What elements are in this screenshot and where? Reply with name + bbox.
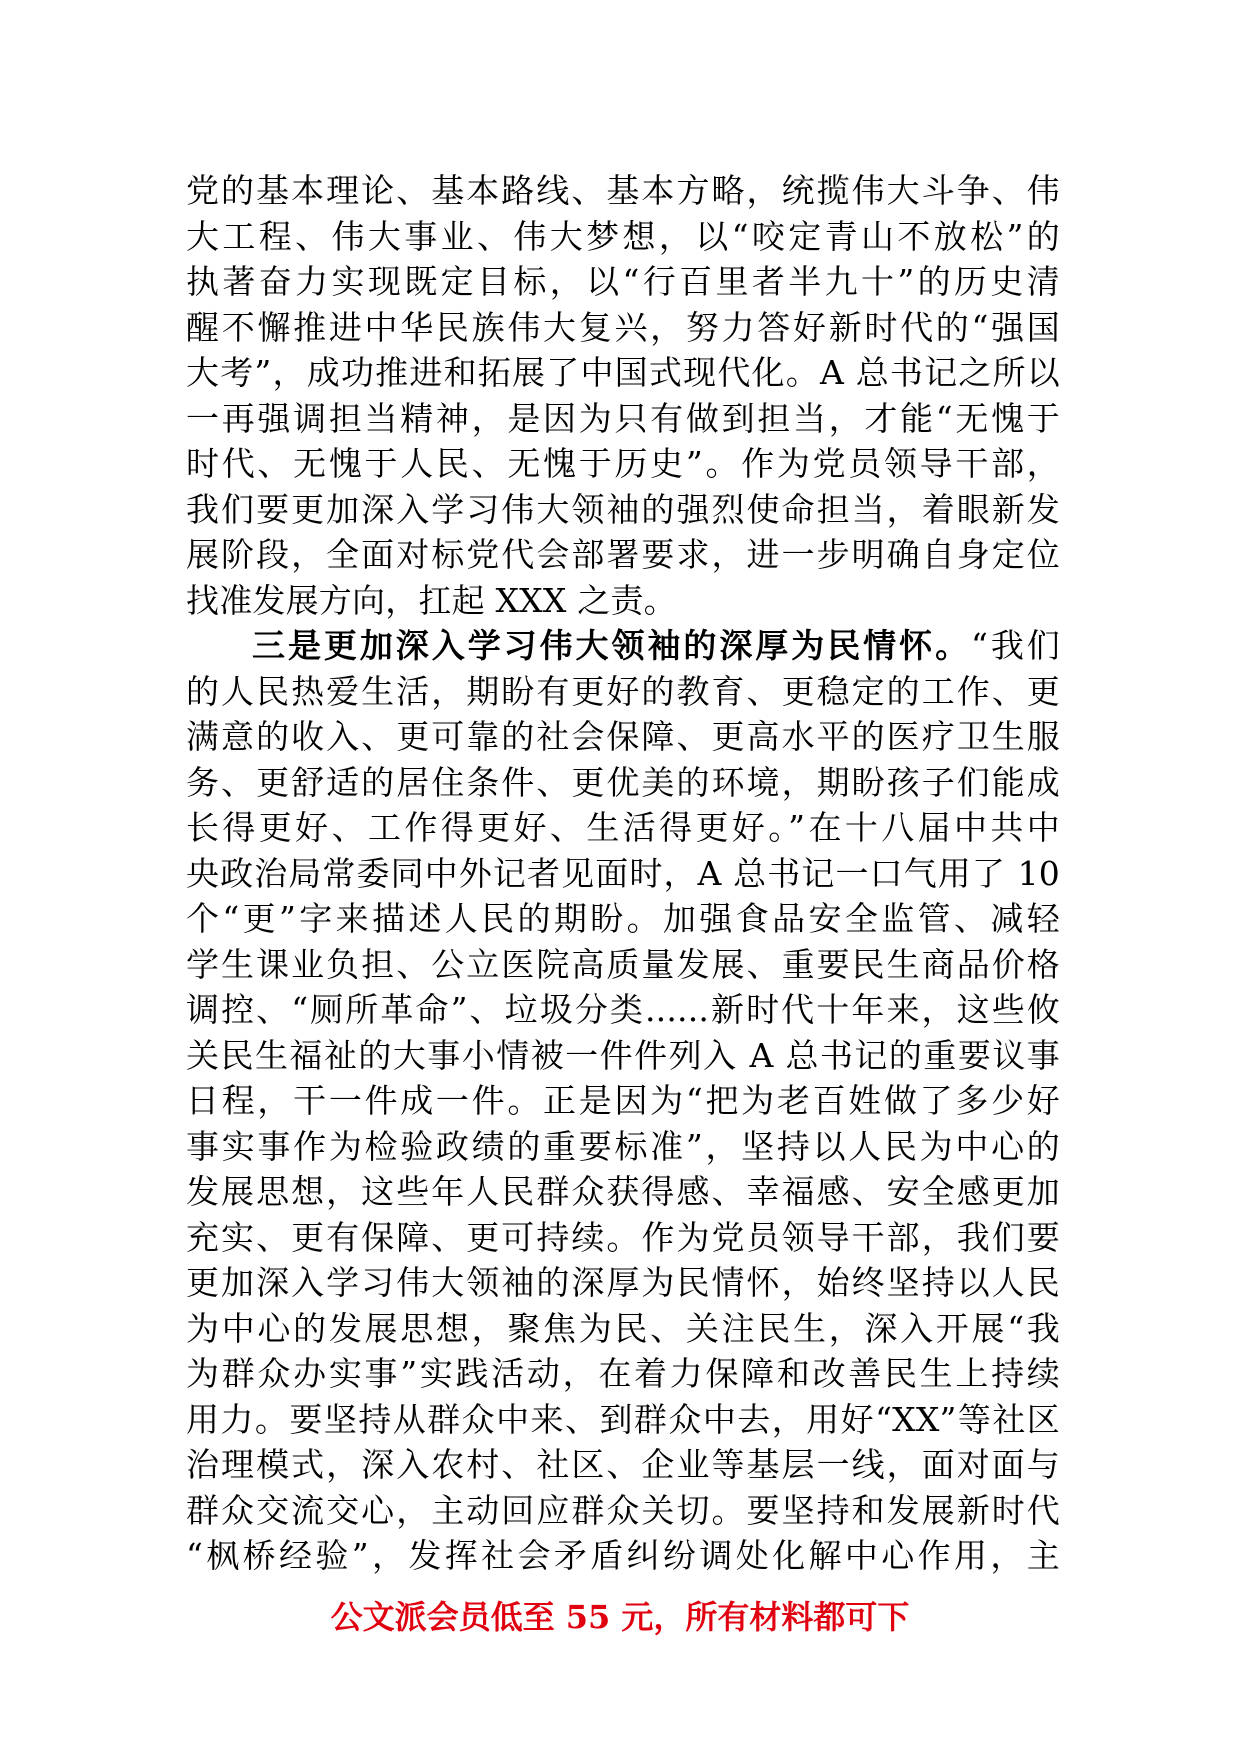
text-line: 我们要更加深入学习伟大领袖的强烈使命担当，着眼新发: [186, 489, 1060, 529]
text-line: 治理模式，深入农村、社区、企业等基层一线，面对面与: [186, 1445, 1060, 1484]
document-body: [186, 168, 1060, 1579]
text-line: 大工程、伟大事业、伟大梦想，以“咬定青山不放松”的: [186, 216, 1060, 256]
text-line: “枫桥经验”，发挥社会矛盾纠纷调处化解中心作用，主: [186, 1536, 1060, 1575]
promo-footer: 公文派会员低至 55 元，所有材料都可下: [330, 1598, 910, 1636]
text-line: 事实事作为检验政绩的重要标准”，坚持以人民为中心的: [186, 1126, 1060, 1166]
paragraph-1: [186, 168, 1060, 623]
text-line: 调控、“厕所革命”、垃圾分类......新时代十年来，这些攸: [186, 990, 1060, 1029]
text-line: 长得更好、工作得更好、生活得更好。”在十八届中共中: [186, 808, 1060, 847]
paragraph-2-first-line: [186, 623, 1060, 669]
text-line: 更加深入学习伟大领袖的深厚为民情怀，始终坚持以人民: [186, 1263, 1060, 1302]
text-line: 关民生福祉的大事小情被一件件列入 A 总书记的重要议事: [186, 1035, 1060, 1075]
text-line: 发展思想，这些年人民群众获得感、幸福感、安全感更加: [186, 1172, 1060, 1211]
text-line: 个“更”字来描述人民的期盼。加强食品安全监管、减轻: [186, 899, 1060, 938]
text-line: 一再强调担当精神，是因为只有做到担当，才能“无愧于: [186, 398, 1060, 438]
text-fragment: “我们: [971, 626, 1060, 665]
text-line: 务、更舒适的居住条件、更优美的环境，期盼孩子们能成: [186, 762, 1060, 802]
text-line: 醒不懈推进中华民族伟大复兴，努力答好新时代的“强国: [186, 307, 1060, 347]
text-line: 群众交流交心，主动回应群众关切。要坚持和发展新时代: [186, 1490, 1060, 1530]
text-line: 学生课业负担、公立医院高质量发展、重要民生商品价格: [186, 944, 1060, 984]
text-line: 满意的收入、更可靠的社会保障、更高水平的医疗卫生服: [186, 717, 1060, 756]
text-line: 找准发展方向，扛起 XXX 之责。: [186, 580, 677, 620]
text-line: 的人民热爱生活，期盼有更好的教育、更稳定的工作、更: [186, 671, 1060, 711]
text-line: 时代、无愧于人民、无愧于历史”。作为党员领导干部，: [186, 444, 1060, 483]
section-heading: 三是更加深入学习伟大领袖的深厚为民情怀。: [252, 626, 972, 665]
text-line: 用力。要坚持从群众中来、到群众中去，用好“XX”等社区: [186, 1399, 1060, 1439]
text-line: 执著奋力实现既定目标，以“行百里者半九十”的历史清: [186, 262, 1060, 301]
text-line: 展阶段，全面对标党代会部署要求，进一步明确自身定位: [186, 535, 1060, 574]
text-line: 央政治局常委同中外记者见面时，A 总书记一口气用了 10: [186, 853, 1060, 893]
text-line: 日程，干一件成一件。正是因为“把为老百姓做了多少好: [186, 1081, 1060, 1120]
paragraph-2: [186, 623, 1060, 1579]
text-line: 为群众办实事”实践活动，在着力保障和改善民生上持续: [186, 1354, 1060, 1393]
text-line: 大考”，成功推进和拓展了中国式现代化。A 总书记之所以: [186, 353, 1060, 392]
text-line: 充实、更有保障、更可持续。作为党员领导干部，我们要: [186, 1217, 1060, 1257]
text-line: 党的基本理论、基本路线、基本方略，统揽伟大斗争、伟: [186, 171, 1060, 210]
text-line: 为中心的发展思想，聚焦为民、关注民生，深入开展“我: [186, 1308, 1060, 1348]
